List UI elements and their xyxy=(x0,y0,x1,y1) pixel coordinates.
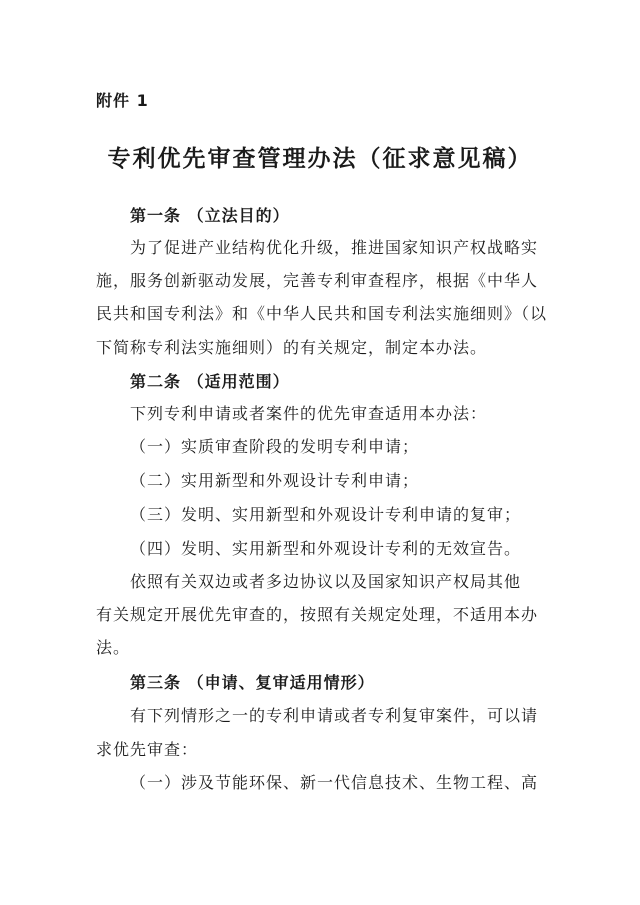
article-2-item-1: （一）实质审查阶段的发明专利申请； xyxy=(130,437,420,456)
article-2-note-line-2: 有关规定开展优先审查的，按照有关规定处理，不适用本办 xyxy=(96,605,539,624)
article-2-note-line-3: 法。 xyxy=(96,638,131,657)
article-3-item-1: （一）涉及节能环保、新一代信息技术、生物工程、高 xyxy=(130,773,539,792)
article-3-line-2: 求优先审查： xyxy=(96,740,199,759)
article-2-heading: 第二条 （适用范围） xyxy=(130,372,290,391)
document-title: 专利优先审查管理办法（征求意见稿） xyxy=(107,146,533,172)
article-2-item-4: （四）发明、实用新型和外观设计专利的无效宣告。 xyxy=(130,539,522,558)
article-3-line-1: 有下列情形之一的专利申请或者专利复审案件，可以请 xyxy=(130,706,539,725)
article-1-heading: 第一条 （立法目的） xyxy=(130,206,290,225)
article-1-line-3: 民共和国专利法》和《中华人民共和国专利法实施细则》（以 xyxy=(96,304,548,323)
article-2-line-1: 下列专利申请或者案件的优先审查适用本办法： xyxy=(130,404,488,423)
article-1-line-1: 为了促进产业结构优化升级，推进国家知识产权战略实 xyxy=(130,238,539,257)
article-3-heading: 第三条 （申请、复审适用情形） xyxy=(130,673,375,692)
article-1-line-4: 下简称专利法实施细则）的有关规定，制定本办法。 xyxy=(96,338,488,357)
article-1-line-2: 施，服务创新驱动发展，完善专利审查程序，根据《中华人 xyxy=(96,271,539,290)
attachment-label: 附件 1 xyxy=(96,91,149,110)
article-2-item-2: （二）实用新型和外观设计专利申请； xyxy=(130,471,420,490)
article-2-note-line-1: 依照有关双边或者多边协议以及国家知识产权局其他 xyxy=(130,572,522,591)
article-2-item-3: （三）发明、实用新型和外观设计专利申请的复审； xyxy=(130,505,522,524)
